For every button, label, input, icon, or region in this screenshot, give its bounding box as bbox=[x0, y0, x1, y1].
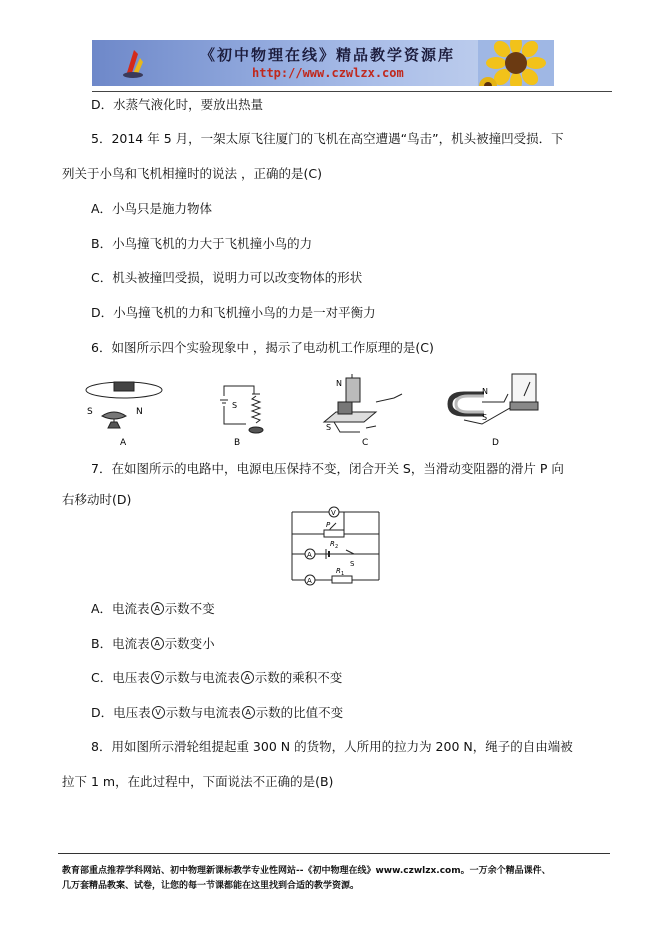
q5-stem-line2: 列关于小鸟和飞机相撞时的说法 ，正确的是(C) bbox=[62, 166, 322, 181]
q7-stem-line2: 右移动时(D) bbox=[62, 492, 132, 507]
voltmeter-icon: V bbox=[152, 706, 165, 719]
sunflower-icon bbox=[478, 40, 554, 86]
experiment-b-diagram bbox=[220, 386, 263, 433]
fig7-voltmeter-label: V bbox=[331, 509, 336, 517]
q7-option-b-pre: B．电流表 bbox=[91, 636, 150, 651]
q7-option-c bbox=[91, 670, 342, 686]
footer-rule bbox=[58, 853, 610, 854]
fig-d-pole-s: S bbox=[482, 413, 488, 422]
q7-option-a-post: 示数不变 bbox=[164, 601, 215, 616]
q7-stem-line1: 7．在如图所示的电路中，电源电压保持不变，闭合开关 S，当滑动变阻器的滑片 P 向 bbox=[91, 461, 564, 476]
q7-option-d-mid: 示数与电流表 bbox=[165, 705, 241, 720]
fig7-ammeter2-label: A bbox=[307, 577, 312, 585]
q5-option-a: A．小鸟只是施力物体 bbox=[91, 201, 213, 216]
q7-option-c-pre: C．电压表 bbox=[91, 670, 150, 685]
fig-label-a: A bbox=[120, 438, 127, 448]
header-banner bbox=[92, 40, 554, 86]
fig-label-d: D bbox=[492, 438, 499, 448]
fig7-ammeter1-label: A bbox=[307, 551, 312, 559]
q8-stem-line2: 拉下 1 m，在此过程中，下面说法不正确的是(B) bbox=[62, 774, 334, 789]
fig-c-pole-n: N bbox=[336, 379, 342, 388]
ammeter-a2-icon: A bbox=[241, 671, 254, 684]
q7-circuit-figure bbox=[284, 506, 384, 592]
q4-option-d: D．水蒸气液化时，要放出热量 bbox=[91, 97, 264, 112]
q6-figure bbox=[84, 372, 544, 448]
fig-d-pole-n: N bbox=[482, 387, 488, 396]
q7-option-a-pre: A．电流表 bbox=[91, 601, 150, 616]
q7-option-d-pre: D．电压表 bbox=[91, 705, 151, 720]
footer-line2: 几万套精品教案、试卷，让您的每一节课都能在这里找到合适的教学资源。 bbox=[62, 881, 360, 891]
banner-title: 《初中物理在线》精品教学资源库 bbox=[200, 46, 456, 64]
ammeter-a1-icon: A bbox=[151, 602, 164, 615]
q7-option-b-post: 示数变小 bbox=[164, 636, 215, 651]
q7-option-c-post: 示数的乘积不变 bbox=[254, 670, 343, 685]
fig7-r2-sub: 2 bbox=[335, 544, 339, 550]
q5-option-b: B．小鸟撞飞机的力大于飞机撞小鸟的力 bbox=[91, 236, 313, 251]
q5-option-c: C．机头被撞凹受损，说明力可以改变物体的形状 bbox=[91, 270, 363, 285]
site-logo-icon bbox=[122, 48, 144, 78]
voltmeter-icon: V bbox=[151, 671, 164, 684]
experiment-d-diagram bbox=[450, 374, 538, 424]
fig7-r1-sub: 1 bbox=[341, 571, 345, 577]
header-rule bbox=[92, 91, 612, 92]
fig7-r2-label: R bbox=[330, 540, 335, 548]
experiment-a-diagram bbox=[86, 382, 162, 428]
fig-a-pole-n: N bbox=[136, 407, 143, 417]
q8-stem-line1: 8．用如图所示滑轮组提起重 300 N 的货物，人所用的拉力为 200 N，绳子的自由端被 bbox=[91, 739, 573, 754]
fig-label-b: B bbox=[234, 438, 241, 448]
fig-b-switch-s: S bbox=[232, 401, 238, 410]
q6-stem: 6．如图所示四个实验现象中 ，揭示了电动机工作原理的是(C) bbox=[91, 340, 434, 355]
ammeter-a1-icon: A bbox=[242, 706, 255, 719]
banner-url[interactable]: http://www.czwlzx.com bbox=[252, 66, 404, 80]
q7-option-c-mid: 示数与电流表 bbox=[164, 670, 240, 685]
ammeter-a-icon: A bbox=[151, 637, 164, 650]
q7-option-b bbox=[91, 636, 215, 652]
fig-label-c: C bbox=[362, 438, 369, 448]
fig7-r1-label: R bbox=[336, 567, 341, 575]
q7-option-d-post: 示数的比值不变 bbox=[255, 705, 344, 720]
fig-c-pole-s: S bbox=[326, 423, 332, 432]
q7-option-a bbox=[91, 601, 215, 617]
footer-line1: 教育部重点推荐学科网站、初中物理新课标教学专业性网站--《初中物理在线》www.czwlzx.com。一万余个精品课件、 bbox=[62, 866, 551, 876]
q5-stem-line1: 5．2014 年 5 月，一架太原飞往厦门的飞机在高空遭遇“鸟击”，机头被撞凹受损．下 bbox=[91, 131, 564, 146]
fig7-slider-p: P bbox=[326, 521, 331, 529]
q5-option-d: D．小鸟撞飞机的力和飞机撞小鸟的力是一对平衡力 bbox=[91, 305, 376, 320]
fig-a-pole-s: S bbox=[87, 407, 93, 417]
q7-option-d bbox=[91, 705, 343, 721]
fig7-switch-s: S bbox=[350, 560, 355, 568]
